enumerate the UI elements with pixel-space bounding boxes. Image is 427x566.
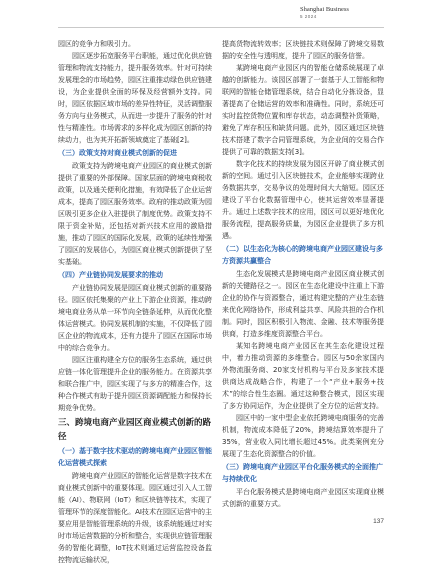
running-header [300,6,390,20]
subsection-heading: （四）产业链协同发展要求的推动 [58,271,163,279]
header-divider [58,27,384,28]
paragraph: 某跨境电商产业园区内的智能仓储系统展现了卓越的创新能力。该园区部署了一套基于人工智能和物联网的智能仓储管理系统，结合自动化分拣设备，显著提高了仓储运营的效率和准确性。同时，系统还可实时监控货物位置和库存状态，动态调整补货策略，避免了库存积压和缺货问题。此外，园区通过区块链技术搭建了数字合同管理系统，为企业间的交易合作提供了可靠的数据支持[3]。 [222,64,384,156]
paragraph: 某知名跨境电商产业园区在其生态化建设过程中，着力推动资源的多维整合。园区与50余家国内外物流服务商、20家支付机构与平台及多家技术提供商达成战略合作，构建了一个“产业+服务+技术”的综合性生态圈。通过这种整合模式，园区实现了多方协同运作，为企业提供了全方位的运营支持。 [222,342,384,410]
subsection-heading: （三）跨境电商产业园区平台化服务模式的全面推广与持续优化 [222,463,383,483]
paragraph: 园区注重构建全方位的服务生态系统，通过供应链一体化管理提升企业的服务能力。在资源共享和联合推广中，园区实现了与多方的精准合作，这种合作模式有助于提升园区资源调配能力和保持长期竞争优势。 [58,356,212,412]
subsection-heading: （三）政策支持对商业模式创新的促进 [58,149,177,157]
paragraph-continued: 园区的竞争力和吸引力。 [58,40,135,48]
subsection-heading: （一）基于数字技术驱动的跨境电商产业园区智能化运营模式探索 [58,447,212,467]
paragraph: 跨境电商产业园区的智能化运营是数字技术在商业模式创新中的重要体现。园区通过引入人工智能（AI）、物联网（IoT）和区块链等技术，实现了管理环节的深度智能化。AI技术在园区运营中的主要应用是智能管理系统的升级，该系统能通过对实时市场运营数据的分析和整合，实现供应链管理服务的智能化调整，IoT技术则通过运营监控设备监控物流运输状况， [58,472,212,564]
paragraph: 生态化发展模式是跨境电商产业园区商业模式创新的关键路径之一。园区在生态化建设中注重上下游企业的协作与资源整合，通过构建完整的产业生态链来优化网络协作，形成利益共享、风险共担的合作机制。同时，园区积极引入物流、金融、技术等服务提供商，打造多维度资源整合平台。 [222,270,384,338]
page-number: 137 [373,518,384,525]
section-heading: 三、跨境电商产业园区商业模式创新的路径 [58,418,212,442]
paragraph: 园区中的一家中型企业依托跨境电商服务的完善机制，物流成本降低了20%，跨境结算效率提升了35%，营业收入同比增长超过45%。此类案例充分展现了生态化资源整合的价值。 [222,414,384,458]
journal-name: Shanghai Business [300,6,349,13]
subsection-heading: （二）以生态化为核心的跨境电商产业园区建设与多方资源共赢整合 [222,245,383,265]
issue-number: 5 2024 [300,14,317,19]
paragraph: 数字化技术的持续发展为园区开辟了商业模式创新的空间。通过引入区块链技术，企业能够实现跨业务数据共享，交易争议的处理时间大大缩短。园区还建设了平台化数据管理中心，使其运营效率显著提升。通过上述数字技术的应用，园区可以更好地优化服务流程，提高服务质量，为园区企业提供了多方机遇。 [222,160,384,240]
paragraph: 园区逐步拓宽服务平台职能，通过优化供应链管理和物流支持能力，提升服务效率。针对可持续发展理念的市场趋势，园区注重推动绿色供应链建设，为企业提供全面的环保及经营额外支持。同时，园区依据区域市场的差异性特征，灵活调整服务方向与业务模式，从而进一步提升了服务的针对性与精准性。市场需求的多样化成为园区创新的持续动力，也为其开拓新领域奠定了基础[2]。 [58,52,212,144]
right-column [222,38,384,518]
paragraph: 平台化服务模式是跨境电商产业园区实现商业模式创新的重要方式。 [222,488,384,508]
paragraph-continued: 提高货物流转效率；区块链技术则保障了跨境交易数据的安全性与透明度，提升了园区的服务信誉。 [222,40,384,60]
paragraph: 产业链协同发展是园区商业模式创新的重要路径。园区依托集聚的产业上下游企业资源，推动跨境电商业务从单一环节向全链条延伸，从而优化整体运营模式。协同发展机制的实施，不仅降低了园区企业的物流成本，还有力提升了园区在国际市场中的综合竞争力。 [58,284,212,352]
left-column [58,38,212,564]
paragraph: 政策支持为跨境电商产业园区的商业模式创新提供了重要的外部保障。国家层面的跨境电商税收政策，以及通关便利化措施，有效降低了企业运营成本，提高了园区服务效率。政府的推动政策为园区吸引更多企业入驻提供了制度优势。政策支持不限于资金补贴，还包括对新兴技术应用的激励措施，推动了园区的国际化发展，政策的延续性增强了园区的发展信心，为园区商业模式创新提供了坚实基础。 [58,162,212,266]
